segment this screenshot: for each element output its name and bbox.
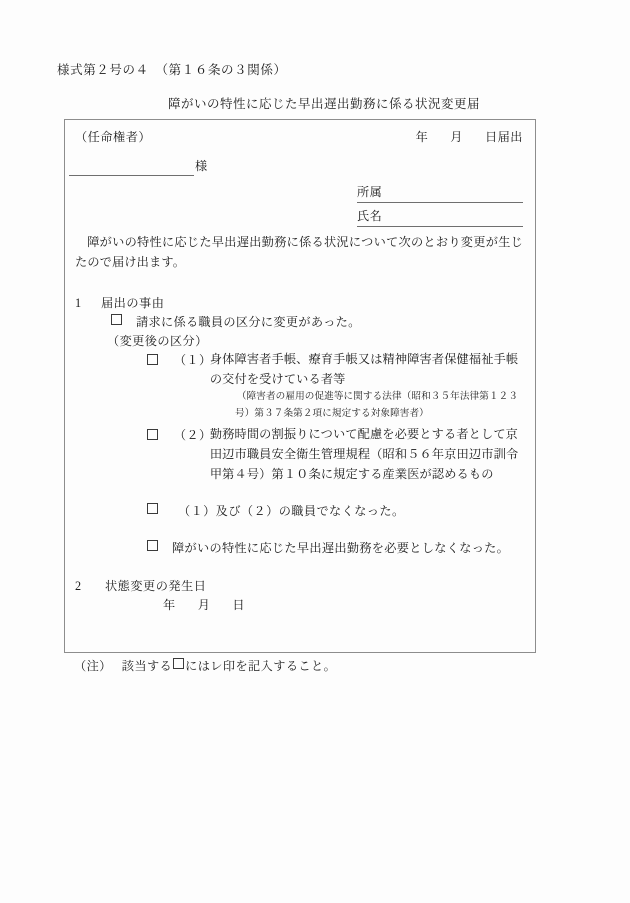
subitem-1[interactable] bbox=[147, 350, 521, 390]
affiliation-label: 所属 bbox=[357, 182, 382, 203]
form-header-row bbox=[75, 127, 523, 147]
footnote-label: （注） bbox=[74, 659, 112, 673]
checkbox-icon bbox=[173, 658, 184, 669]
footnote bbox=[74, 657, 336, 674]
affiliation-input-line[interactable] bbox=[382, 187, 523, 203]
form-body-box bbox=[64, 119, 536, 653]
subitem-1-legal-note: （障害者の雇用の促進等に関する法律（昭和３５年法律第１２３号）第３７条第２項に規定する対象障害者） bbox=[235, 391, 519, 419]
checkbox-row-no-longer-needed[interactable] bbox=[147, 538, 509, 558]
submission-month-label: 月 bbox=[450, 130, 463, 144]
form-number: 様式第２号の４ （第１６条の３関係） bbox=[57, 63, 287, 77]
section-1-heading bbox=[75, 293, 164, 313]
name-input-line[interactable] bbox=[382, 211, 523, 227]
subitem-2-marker: （２） bbox=[173, 428, 212, 442]
checkbox-row-category-change[interactable] bbox=[111, 312, 361, 332]
name-field-row bbox=[357, 206, 523, 227]
checkbox-icon[interactable] bbox=[147, 503, 158, 514]
document-title: 障がいの特性に応じた早出遅出勤務に係る状況変更届 bbox=[167, 97, 480, 111]
occurrence-year-label: 年 bbox=[163, 598, 176, 612]
checkbox-label-no-longer-needed: 障がいの特性に応じた早出遅出勤務を必要としなくなった。 bbox=[172, 541, 510, 555]
checkbox-icon[interactable] bbox=[147, 540, 158, 551]
section-1-number: 1 bbox=[75, 296, 82, 310]
occurrence-month-label: 月 bbox=[197, 598, 211, 612]
appointer-label: （任命権者） bbox=[75, 130, 152, 144]
section-2-number: 2 bbox=[75, 579, 82, 593]
affiliation-field-row bbox=[357, 182, 523, 203]
footnote-text-before: 該当する bbox=[121, 659, 173, 673]
intro-paragraph: 障がいの特性に応じた早出遅出勤務に係る状況について次のとおり変更が生じたので届け出ます。 bbox=[75, 235, 523, 269]
checkbox-row-not-staff[interactable] bbox=[147, 501, 405, 521]
section-2-heading bbox=[75, 576, 207, 596]
addressee-honorific: 様 bbox=[195, 159, 208, 173]
checkbox-icon[interactable] bbox=[147, 429, 158, 440]
section-2-title: 状態変更の発生日 bbox=[105, 579, 207, 593]
checkbox-icon[interactable] bbox=[147, 354, 158, 365]
occurrence-day-label: 日 bbox=[232, 598, 246, 612]
subitem-2-text: 勤務時間の割振りについて配慮を必要とする者として京田辺市職員安全衛生管理規程（昭和５６年京田辺市訓令甲第４号）第１０条に規定する産業医が認めるもの bbox=[209, 427, 519, 481]
submitter-fields bbox=[357, 182, 523, 230]
category-after-label: （変更後の区分） bbox=[107, 334, 208, 348]
addressee-input-line[interactable] bbox=[69, 160, 194, 176]
checkbox-label-category-change: 請求に係る職員の区分に変更があった。 bbox=[136, 315, 361, 329]
submission-date-line bbox=[416, 127, 523, 147]
section-2-date-line[interactable] bbox=[163, 595, 245, 615]
addressee-row bbox=[69, 156, 208, 176]
footnote-text-after: にはレ印を記入すること。 bbox=[185, 659, 337, 673]
name-label: 氏名 bbox=[357, 206, 382, 227]
subitem-1-text: 身体障害者手帳、療育手帳又は精神障害者保健福祉手帳の交付を受けている者等 bbox=[209, 352, 519, 386]
subitem-2[interactable] bbox=[147, 425, 521, 484]
subitem-1-marker: （１） bbox=[173, 353, 212, 367]
submission-year-label: 年 bbox=[415, 130, 429, 144]
checkbox-icon[interactable] bbox=[111, 314, 122, 325]
checkbox-label-not-staff: （１）及び（２）の職員でなくなった。 bbox=[178, 504, 405, 518]
section-1-title: 届出の事由 bbox=[101, 296, 165, 310]
submission-day-label: 日届出 bbox=[484, 130, 523, 144]
